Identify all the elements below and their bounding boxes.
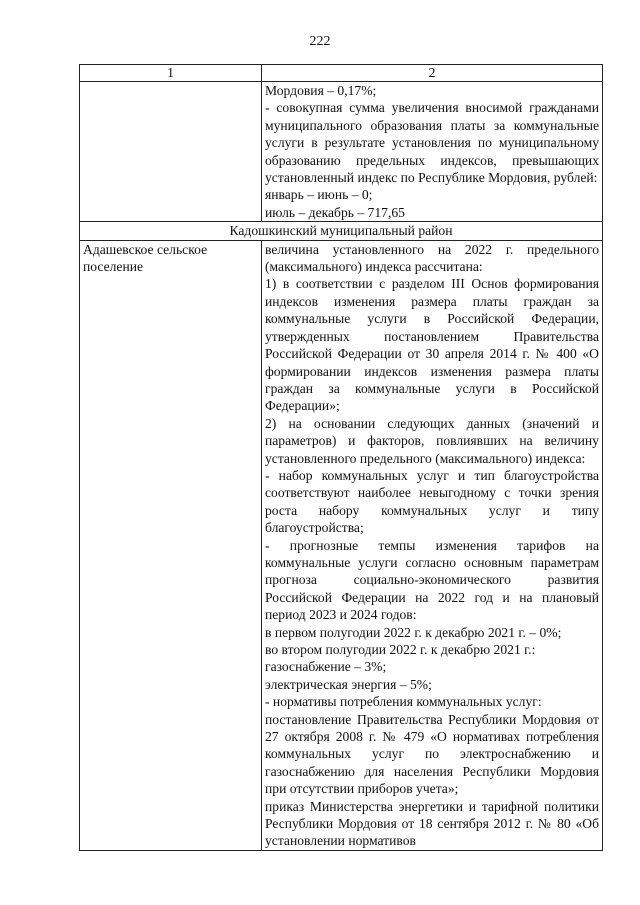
continued-left-cell [80, 82, 262, 222]
text-line: июль – декабрь – 717,65 [265, 204, 405, 220]
text-line: постановление Правительства Республики Мордовия от 27 октября 2008 г. № 479 «О нормативах потребления коммунальных услуг по электроснабжению и газоснабжению для населения Республики Мордовия при отсутствии приборов учета»; [265, 711, 599, 797]
text-line: 2) на основании следующих данных (значений и параметров) и факторов, повлиявших на величину установленного предельного (максимального) индекса: [265, 415, 599, 466]
continued-row [80, 82, 603, 222]
column-number-1: 1 [80, 65, 262, 82]
text-line: электрическая энергия – 5%; [265, 676, 432, 692]
table-header-row [80, 65, 603, 82]
entry-right-cell [262, 240, 603, 850]
text-line: - набор коммунальных услуг и тип благоустройства соответствуют наиболее невыгодному с точки зрения роста набору коммунальных услуг и типу благоустройства; [265, 467, 599, 536]
text-line: в первом полугодии 2022 г. к декабрю 2021 г. – 0%; [265, 624, 562, 640]
page-number: 222 [309, 34, 331, 49]
text-line: величина установленного на 2022 г. предельного (максимального) индекса рассчитана: [265, 241, 599, 275]
text-line: газоснабжение – 3%; [265, 659, 387, 675]
column-number-2: 2 [262, 65, 603, 82]
text-line: - прогнозные темпы изменения тарифов на коммунальные услуги согласно основным параметрам прогноза социально-экономического развития Российской Федерации на 2022 год и на плановый период 2023 и 2024 годов: [265, 537, 599, 623]
text-line: Мордовия – 0,17%; [265, 83, 377, 98]
section-title: Кадошкинский муниципальный район [80, 222, 603, 240]
section-row [80, 222, 603, 240]
entry-row [80, 240, 603, 850]
continued-right-cell [262, 82, 603, 222]
text-line: январь – июнь – 0; [265, 187, 373, 203]
text-line: приказ Министерства энергетики и тарифной политики Республики Мордовия от 18 сентября 2012 г. № 80 «Об установлении нормативов [265, 798, 599, 849]
text-line: 1) в соответствии с разделом III Основ формирования индексов изменения размера платы граждан за коммунальные услуги в Российской Федерации, утвержденных постановлением Правительства Российской Федерации от 30 апреля 2014 г. № 400 «О формировании индексов изменения размера платы граждан за коммунальные услуги в Российской Федерации»; [265, 276, 599, 414]
text-line: во втором полугодии 2022 г. к декабрю 2021 г.: [265, 642, 536, 657]
settlement-name: Адашевское сельское поселение [80, 240, 262, 850]
text-line: - нормативы потребления коммунальных услуг: [265, 694, 542, 710]
document-table [79, 64, 603, 851]
text-line: - совокупная сумма увеличения вносимой гражданами муниципального образования платы за коммунальные услуги в результате установления по муниципальному образованию предельных индексов, превышающих установленный индекс по Республике Мордовия, рублей: [265, 100, 599, 186]
